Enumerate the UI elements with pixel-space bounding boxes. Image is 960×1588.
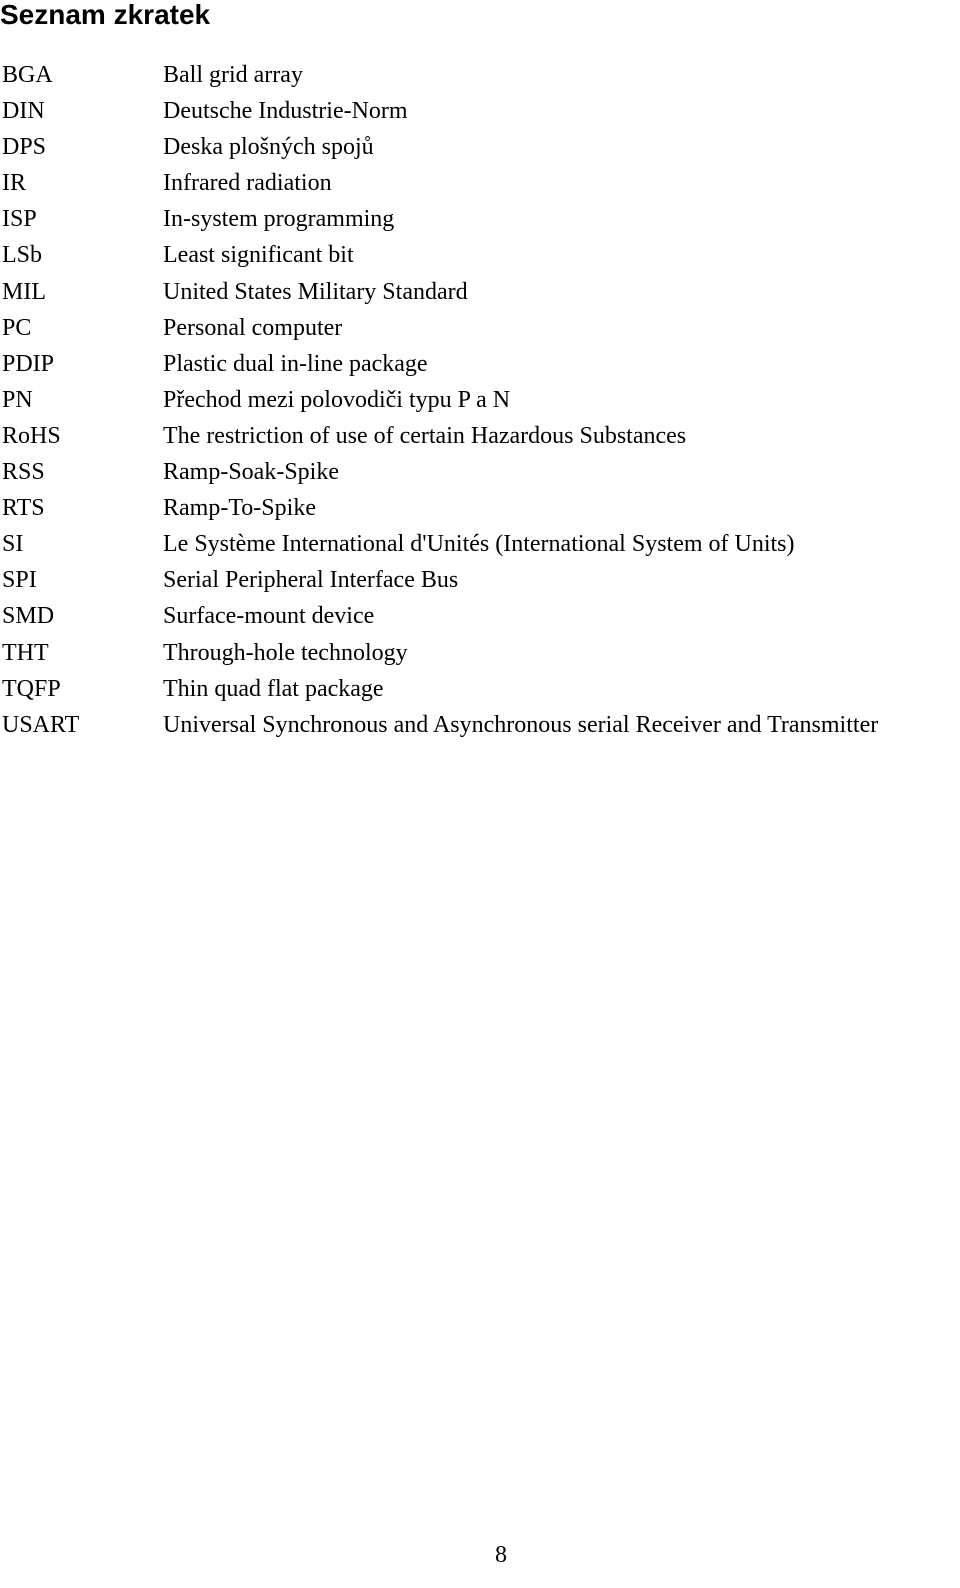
abbreviation-code: DPS bbox=[2, 134, 47, 161]
abbreviation-meaning: Infrared radiation bbox=[163, 170, 332, 197]
abbreviation-code: RSS bbox=[2, 459, 45, 486]
abbreviation-meaning: Deska plošných spojů bbox=[163, 134, 374, 161]
list-item bbox=[2, 598, 957, 634]
list-item bbox=[2, 346, 957, 382]
list-item bbox=[2, 129, 957, 165]
abbreviation-meaning: In-system programming bbox=[163, 206, 395, 233]
abbreviation-code: PDIP bbox=[2, 350, 55, 377]
list-item bbox=[2, 165, 957, 201]
abbreviation-meaning: Serial Peripheral Interface Bus bbox=[163, 567, 459, 594]
abbreviation-code: USART bbox=[2, 711, 80, 738]
abbreviation-meaning: Deutsche Industrie-Norm bbox=[163, 98, 408, 125]
abbreviation-code: ISP bbox=[2, 206, 37, 233]
list-item bbox=[2, 671, 957, 707]
list-item bbox=[2, 201, 957, 237]
abbreviation-meaning: Through-hole technology bbox=[163, 639, 408, 666]
list-item bbox=[2, 418, 957, 454]
list-item bbox=[2, 310, 957, 346]
abbreviation-code: RTS bbox=[2, 495, 45, 522]
abbreviation-meaning: Universal Synchronous and Asynchronous serial Receiver and Transmitter bbox=[163, 711, 879, 738]
abbreviation-meaning: Ball grid array bbox=[163, 62, 303, 88]
list-item bbox=[2, 93, 957, 129]
abbreviation-meaning: Personal computer bbox=[163, 314, 343, 341]
list-item bbox=[2, 526, 957, 562]
list-item bbox=[2, 382, 957, 418]
abbreviation-meaning: Le Système International d'Unités (International System of Units) bbox=[163, 531, 795, 558]
page-title: Seznam zkratek bbox=[0, 0, 211, 30]
abbreviation-code: PC bbox=[2, 314, 32, 341]
list-item bbox=[2, 57, 957, 93]
list-item bbox=[2, 635, 957, 671]
abbreviation-meaning: United States Military Standard bbox=[163, 278, 468, 305]
abbreviation-code: RoHS bbox=[2, 422, 61, 449]
abbreviation-code: LSb bbox=[2, 242, 43, 269]
abbreviation-code: SI bbox=[2, 531, 24, 558]
abbreviation-code: SPI bbox=[2, 567, 37, 594]
abbreviation-code: DIN bbox=[2, 98, 45, 125]
list-item bbox=[2, 490, 957, 526]
abbreviation-list bbox=[2, 57, 957, 743]
page-number: 8 bbox=[495, 1542, 507, 1568]
abbreviation-meaning: Ramp-To-Spike bbox=[163, 495, 316, 522]
abbreviation-code: PN bbox=[2, 386, 33, 413]
abbreviation-code: IR bbox=[2, 170, 26, 197]
list-item bbox=[2, 707, 957, 743]
abbreviation-code: TQFP bbox=[2, 675, 61, 702]
abbreviation-meaning: Least significant bit bbox=[163, 242, 354, 269]
abbreviation-meaning: Surface-mount device bbox=[163, 603, 375, 630]
abbreviation-meaning: Ramp-Soak-Spike bbox=[163, 459, 339, 486]
abbreviation-meaning: The restriction of use of certain Hazardous Substances bbox=[163, 422, 687, 449]
abbreviation-code: SMD bbox=[2, 603, 55, 630]
list-item bbox=[2, 562, 957, 598]
list-item bbox=[2, 454, 957, 490]
abbreviation-meaning: Přechod mezi polovodiči typu P a N bbox=[163, 386, 511, 413]
list-item bbox=[2, 274, 957, 310]
abbreviation-code: BGA bbox=[2, 62, 53, 88]
abbreviation-meaning: Plastic dual in-line package bbox=[163, 350, 428, 377]
abbreviation-meaning: Thin quad flat package bbox=[163, 675, 384, 702]
abbreviation-code: THT bbox=[2, 639, 49, 666]
list-item bbox=[2, 237, 957, 273]
abbreviation-code: MIL bbox=[2, 278, 46, 305]
